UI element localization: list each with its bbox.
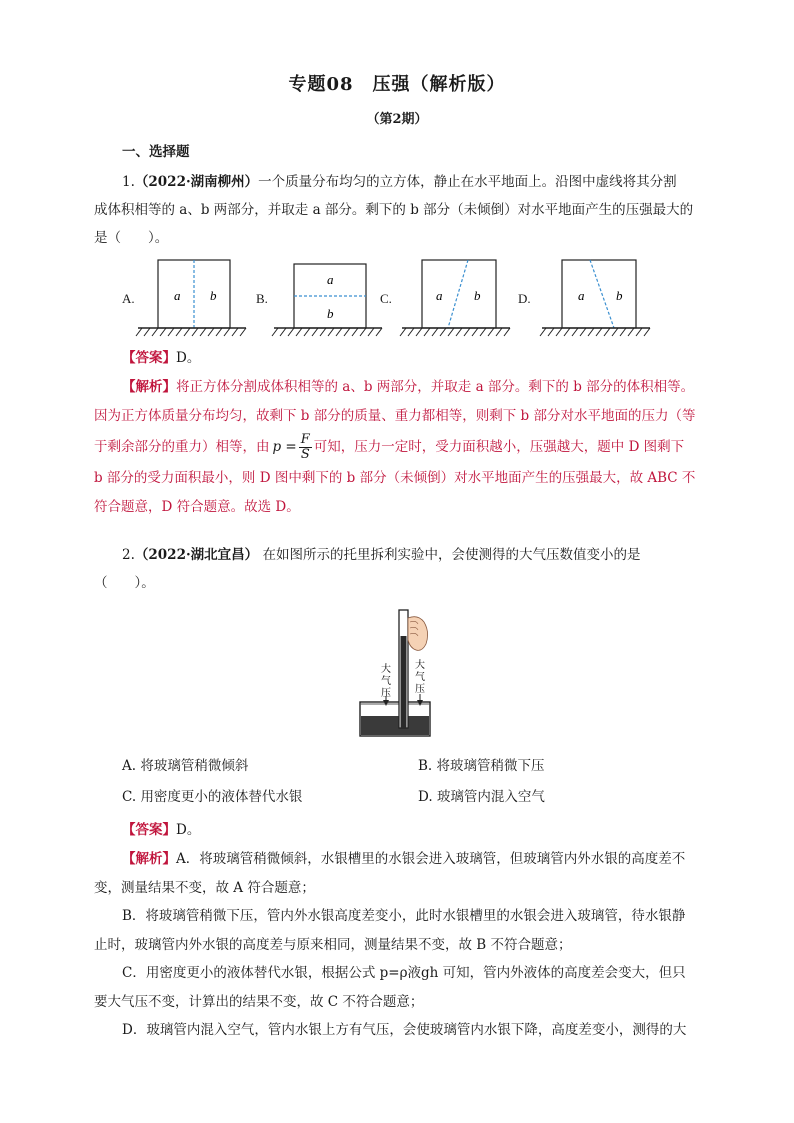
q1-option-d-label: D. bbox=[518, 291, 531, 306]
q2-source: （2022·湖北宜昌） bbox=[134, 547, 259, 563]
q2-analysis-c1: C．用密度更小的液体替代水银，根据公式 p=ρ液gh 可知，管内外液体的高度差会变大，但只 bbox=[122, 965, 686, 981]
q1-text-line1: 一个质量分布均匀的立方体，静止在水平地面上。沿图中虚线将其分割 bbox=[258, 174, 677, 190]
q2-text-line2: （ ）。 bbox=[94, 575, 155, 591]
q2-answer bbox=[122, 818, 200, 838]
q2-analysis bbox=[94, 845, 706, 1045]
q1-text-line3: 是（ ）。 bbox=[94, 230, 169, 246]
q2-analysis-a2: 变，测量结果不变，故 A 符合题意； bbox=[94, 879, 315, 896]
q1-analysis-line3-post: 可知，压力一定时，受力面积越小，压强越大，题中 D 图剩下 bbox=[313, 439, 685, 455]
q2-analysis-b1: B．将玻璃管稍微下压，管内外水银高度差变小，此时水银槽里的水银会进入玻璃管，待水银静 bbox=[122, 908, 686, 924]
section-heading: 一、选择题 bbox=[122, 144, 190, 160]
formula-numerator: F bbox=[300, 432, 310, 447]
torricelli-figure bbox=[356, 608, 442, 738]
q2-option-b bbox=[418, 754, 545, 774]
q1-option-b-label: B. bbox=[256, 291, 268, 306]
q1-number: 1. bbox=[122, 174, 135, 190]
q2-number: 2. bbox=[122, 547, 135, 563]
q1-d-part-b: b bbox=[616, 288, 623, 303]
q2-analysis-a1: A．将玻璃管稍微倾斜，水银槽里的水银会进入玻璃管，但玻璃管内外水银的高度差不 bbox=[176, 851, 686, 867]
q2-option-b-text: 将玻璃管稍微下压 bbox=[436, 758, 545, 774]
q2-analysis-tag: 【解析】 bbox=[122, 851, 176, 867]
q1-analysis-line4: b 部分的受力面积最小，则 D 图中剩下的 b 部分（未倾倒）对水平地面产生的压强最大，故 ABC 不 bbox=[94, 470, 696, 486]
q1-option-c-label: C. bbox=[380, 291, 392, 306]
q1-analysis-tag: 【解析】 bbox=[122, 379, 176, 395]
q1-answer bbox=[122, 346, 200, 366]
q1-answer-value: D。 bbox=[176, 350, 201, 366]
q1-analysis bbox=[94, 373, 706, 521]
q1-b-part-b: b bbox=[327, 306, 334, 321]
q2-answer-value: D。 bbox=[176, 822, 201, 838]
q2-analysis-b2: 止时，玻璃管内外水银的高度差与原来相同，测量结果不变，故 B 不符合题意； bbox=[94, 936, 572, 953]
q1-d-part-a: a bbox=[578, 288, 585, 303]
formula-denominator: S bbox=[300, 447, 310, 462]
pressure-formula-fraction bbox=[299, 433, 312, 462]
page-title: 专题08 压强（解析版） bbox=[288, 74, 506, 95]
q2-option-c bbox=[122, 785, 302, 805]
figure-label-right: 大气压 bbox=[415, 660, 425, 695]
q1-figure-c bbox=[400, 258, 510, 340]
q2-option-a-text: 将玻璃管稍微倾斜 bbox=[140, 758, 249, 774]
q2-option-d-label: D. bbox=[418, 789, 433, 805]
q2-option-d bbox=[418, 785, 545, 805]
q1-a-part-a: a bbox=[174, 288, 181, 303]
figure-label-left: 大气压 bbox=[381, 664, 391, 699]
q1-option-a-label: A. bbox=[122, 291, 135, 306]
q2-option-d-text: 玻璃管内混入空气 bbox=[436, 789, 545, 805]
q1-a-part-b: b bbox=[210, 288, 217, 303]
q1-figure-b bbox=[272, 258, 382, 340]
q1-figure-a bbox=[136, 258, 246, 340]
q1-figure-d bbox=[540, 258, 650, 340]
q1-text-line2: 成体积相等的 a、b 两部分，并取走 a 部分。剩下的 b 部分（未倾倒）对水平地面产生的压强最大的 bbox=[94, 202, 694, 218]
q2-option-a-label: A. bbox=[122, 758, 137, 774]
q1-stem bbox=[94, 168, 704, 252]
q2-option-c-label: C. bbox=[122, 789, 137, 805]
q1-source: （2022·湖南柳州） bbox=[134, 174, 259, 190]
q2-analysis-c2: 要大气压不变，计算出的结果不变，故 C 不符合题意； bbox=[94, 993, 424, 1010]
q2-option-b-label: B. bbox=[418, 758, 433, 774]
q1-analysis-line3-pre: 于剩余部分的重力）相等，由 bbox=[94, 439, 270, 455]
q1-analysis-line5: 符合题意，D 符合题意。故选 D。 bbox=[94, 498, 300, 515]
q2-answer-tag: 【答案】 bbox=[122, 822, 176, 838]
q2-option-a bbox=[122, 754, 248, 774]
q1-answer-tag: 【答案】 bbox=[122, 350, 176, 366]
q1-c-part-a: a bbox=[436, 288, 443, 303]
q2-option-c-text: 用密度更小的液体替代水银 bbox=[140, 789, 303, 805]
q1-analysis-line2: 因为正方体质量分布均匀，故剩下 b 部分的质量、重力都相等，则剩下 b 部分对水平地面的压力（等 bbox=[94, 407, 696, 424]
q2-analysis-d1: D．玻璃管内混入空气，管内水银上方有气压，会使玻璃管内水银下降，高度差变小，测得的大 bbox=[122, 1022, 687, 1038]
q2-stem bbox=[94, 541, 704, 597]
q2-text-line1: 在如图所示的托里拆利实验中，会使测得的大气压数值变小的是 bbox=[258, 547, 641, 563]
q1-b-part-a: a bbox=[327, 272, 334, 287]
issue-label: （第2期） bbox=[366, 112, 428, 127]
formula-lhs: p = bbox=[272, 439, 297, 455]
q1-c-part-b: b bbox=[474, 288, 481, 303]
q1-analysis-line1: 将正方体分割成体积相等的 a、b 两部分，并取走 a 部分。剩下的 b 部分的体积相等。 bbox=[176, 379, 695, 395]
